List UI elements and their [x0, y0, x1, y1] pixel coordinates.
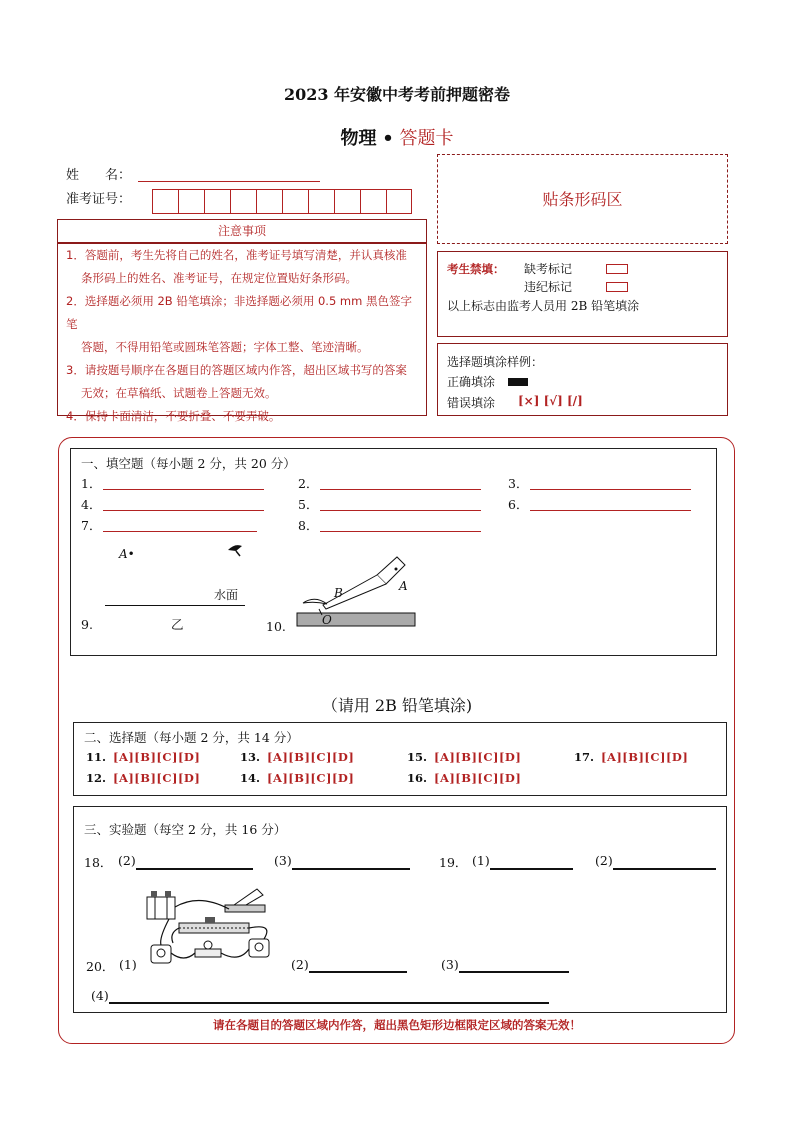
flag-note: 以上标志由监考人员用 2B 铅笔填涂: [447, 299, 640, 313]
section3-title: 三、实验题（每空 2 分，共 16 分）: [84, 822, 287, 837]
q1-answer[interactable]: [103, 488, 264, 490]
q18-num: 18．: [84, 855, 113, 870]
section3-box: [73, 806, 727, 1013]
fig10-label-o: O: [322, 613, 332, 627]
q18-blank1[interactable]: [136, 868, 253, 870]
eye-icon: [226, 543, 244, 557]
barcode-label: 贴条形码区: [542, 190, 623, 209]
section1-title: 一、填空题（每小题 2 分，共 20 分）: [81, 456, 296, 471]
notice-line: 无效；在草稿纸、试题卷上答题无效。: [81, 386, 277, 400]
fig9-point-a: A•: [119, 547, 135, 561]
q2-answer[interactable]: [320, 488, 481, 490]
circuit-figure-icon: [139, 883, 289, 969]
id-boxes[interactable]: [152, 189, 412, 214]
notice-line: 1．答题前，考生先将自己的姓名，准考证号填写清楚，并认真核准: [66, 248, 407, 262]
notice-line: 3．请按题号顺序在各题目的答题区域内作答，超出区域书写的答案: [66, 363, 407, 377]
q16-options[interactable]: [A][B][C][D]: [434, 771, 522, 785]
exam-flag-label: 考生禁填：: [447, 262, 505, 276]
q20-blank4-label: (4): [91, 988, 109, 1003]
q20-num: 20．: [86, 959, 115, 974]
q20-blank4[interactable]: [109, 1002, 549, 1004]
notice-line: 2．选择题必须用 2B 铅笔填涂；非选择题必须用 0.5 mm 黑色签字笔: [66, 294, 412, 331]
name-field[interactable]: [138, 180, 320, 182]
filled-mark-icon: [508, 378, 528, 386]
notice-line: 4．保持卡面清洁，不要折叠、不要弄破。: [66, 409, 281, 423]
q6-num: 6．: [508, 497, 529, 512]
q19-blank2-label: (2): [595, 853, 613, 868]
q19-num: 19．: [439, 855, 468, 870]
q20-blank1-label: (1): [119, 957, 137, 972]
q7-answer[interactable]: [103, 530, 257, 532]
notice-heading-box: [57, 219, 427, 243]
q18-blank2-label: (3): [274, 853, 292, 868]
q6-answer[interactable]: [530, 509, 691, 511]
section2-title: 二、选择题（每小题 2 分，共 14 分）: [84, 730, 299, 745]
separator-dot: •: [382, 128, 394, 149]
id-label: 准考证号：: [66, 192, 132, 207]
notice-heading: 注意事项: [217, 224, 266, 238]
q2-num: 2．: [298, 476, 319, 491]
q14-options[interactable]: [A][B][C][D]: [267, 771, 355, 785]
water-line: [105, 605, 245, 606]
id-digit-box[interactable]: [256, 189, 282, 214]
fig9-yi-label: 乙: [171, 617, 184, 632]
q20-blank2-label: (2): [291, 957, 309, 972]
subject-label: 物理: [340, 128, 377, 149]
page-title: 2023 年安徽中考考前押题密卷: [283, 85, 511, 104]
sample-title: 选择题填涂样例：: [447, 355, 544, 369]
q9-label: 9.: [81, 617, 93, 632]
id-digit-box[interactable]: [178, 189, 204, 214]
q17-num: 17.: [574, 750, 595, 764]
id-digit-box[interactable]: [334, 189, 360, 214]
q15-options[interactable]: [A][B][C][D]: [434, 750, 522, 764]
q10-label: 10.: [266, 619, 286, 634]
q1-num: 1．: [81, 476, 102, 491]
q20-blank2[interactable]: [309, 971, 407, 973]
sample-box: [437, 343, 728, 416]
exam-flag-box: [437, 251, 728, 337]
q19-blank1[interactable]: [490, 868, 573, 870]
q20-blank3[interactable]: [459, 971, 569, 973]
water-surface-label: 水面: [214, 588, 239, 602]
q8-num: 8．: [298, 518, 319, 533]
id-digit-box[interactable]: [204, 189, 230, 214]
absent-label: 缺考标记: [524, 262, 573, 276]
fig10-label-b: B: [334, 586, 343, 600]
pencil-note: （请用 2B 铅笔填涂): [321, 696, 473, 715]
q19-blank1-label: (1): [472, 853, 490, 868]
q8-answer[interactable]: [320, 530, 481, 532]
section2-box: [73, 722, 727, 796]
q3-answer[interactable]: [530, 488, 691, 490]
notice-line: 条形码上的姓名、准考证号，在规定位置贴好条形码。: [81, 271, 357, 285]
violation-label: 违纪标记: [524, 280, 573, 294]
q19-blank2[interactable]: [613, 868, 716, 870]
subtitle: [0, 124, 794, 150]
q13-num: 13.: [240, 750, 261, 764]
q5-num: 5．: [298, 497, 319, 512]
card-label: 答题卡: [399, 128, 454, 149]
q3-num: 3．: [508, 476, 529, 491]
q15-num: 15.: [407, 750, 428, 764]
id-digit-box[interactable]: [308, 189, 334, 214]
q5-answer[interactable]: [320, 509, 481, 511]
q20-blank3-label: (3): [441, 957, 459, 972]
barcode-area: [437, 154, 728, 244]
q11-options[interactable]: [A][B][C][D]: [113, 750, 201, 764]
id-digit-box[interactable]: [152, 189, 178, 214]
q18-blank2[interactable]: [292, 868, 410, 870]
fig10-label-a: A: [399, 579, 408, 593]
q12-options[interactable]: [A][B][C][D]: [113, 771, 201, 785]
id-digit-box[interactable]: [282, 189, 308, 214]
q7-num: 7．: [81, 518, 102, 533]
id-digit-box[interactable]: [386, 189, 412, 214]
violation-mark[interactable]: [606, 282, 628, 292]
q14-num: 14.: [240, 771, 261, 785]
id-digit-box[interactable]: [230, 189, 256, 214]
q16-num: 16.: [407, 771, 428, 785]
q4-num: 4．: [81, 497, 102, 512]
sample-wrong-label: 错误填涂: [447, 396, 496, 410]
notice-box: [57, 243, 427, 423]
section1-box: [70, 448, 717, 656]
q11-num: 11.: [86, 750, 107, 764]
q4-answer[interactable]: [103, 509, 264, 511]
absent-mark[interactable]: [606, 264, 628, 274]
id-digit-box[interactable]: [360, 189, 386, 214]
wrong-marks: [×] [√] [/]: [518, 394, 583, 408]
notice-line: 答题，不得用铅笔或圆珠笔答题；字体工整、笔迹清晰。: [81, 340, 369, 354]
sample-correct-label: 正确填涂: [447, 375, 496, 389]
q17-options[interactable]: [A][B][C][D]: [601, 750, 689, 764]
q12-num: 12.: [86, 771, 107, 785]
q13-options[interactable]: [A][B][C][D]: [267, 750, 355, 764]
footer-warning: 请在各题目的答题区域内作答，超出黑色矩形边框限定区域的答案无效！: [213, 1018, 581, 1032]
q18-blank1-label: (2): [118, 853, 136, 868]
name-label: 姓 名：: [66, 168, 132, 183]
